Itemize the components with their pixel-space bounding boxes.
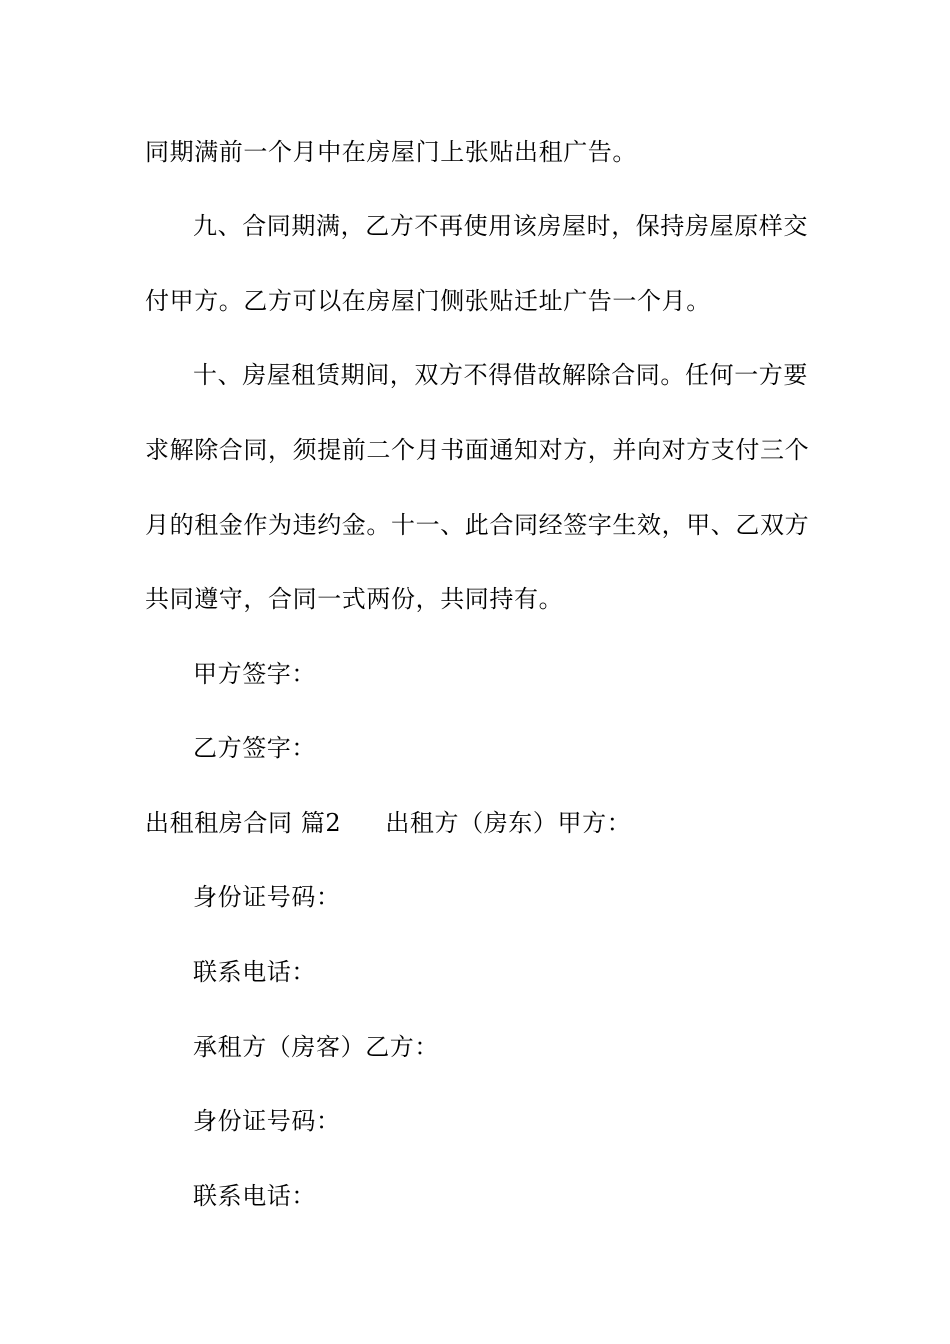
clause-9-line-2: 付甲方。乙方可以在房屋门侧张贴迁址广告一个月。 [145,287,711,315]
tenant-id-label: 身份证号码： [193,1107,341,1135]
tenant-phone-label: 联系电话： [193,1182,316,1210]
clause-9-line-1: 九、合同期满，乙方不再使用该房屋时，保持房屋原样交 [193,212,808,240]
party-b-signature-label: 乙方签字： [193,734,316,762]
clause-10-line-3: 月的租金作为违约金。十一、此合同经签字生效，甲、乙双方 [145,511,810,539]
tenant-label: 承租方（房客）乙方： [193,1033,439,1061]
clause-10-line-2: 求解除合同，须提前二个月书面通知对方，并向对方支付三个 [145,436,810,464]
clause-10-line-4: 共同遵守，合同一式两份，共同持有。 [145,585,564,613]
party-a-signature-label: 甲方签字： [193,660,316,688]
clause-10-line-1: 十、房屋租赁期间，双方不得借故解除合同。任何一方要 [193,361,808,389]
landlord-phone-label: 联系电话： [193,958,316,986]
section-heading-row [145,807,815,839]
paragraph-line-1: 同期满前一个月中在房屋门上张贴出租广告。 [145,138,637,166]
landlord-label: 出租方（房东）甲方： [385,809,632,837]
landlord-id-label: 身份证号码： [193,883,341,911]
section-title: 出租租房合同 篇2 [145,809,342,837]
